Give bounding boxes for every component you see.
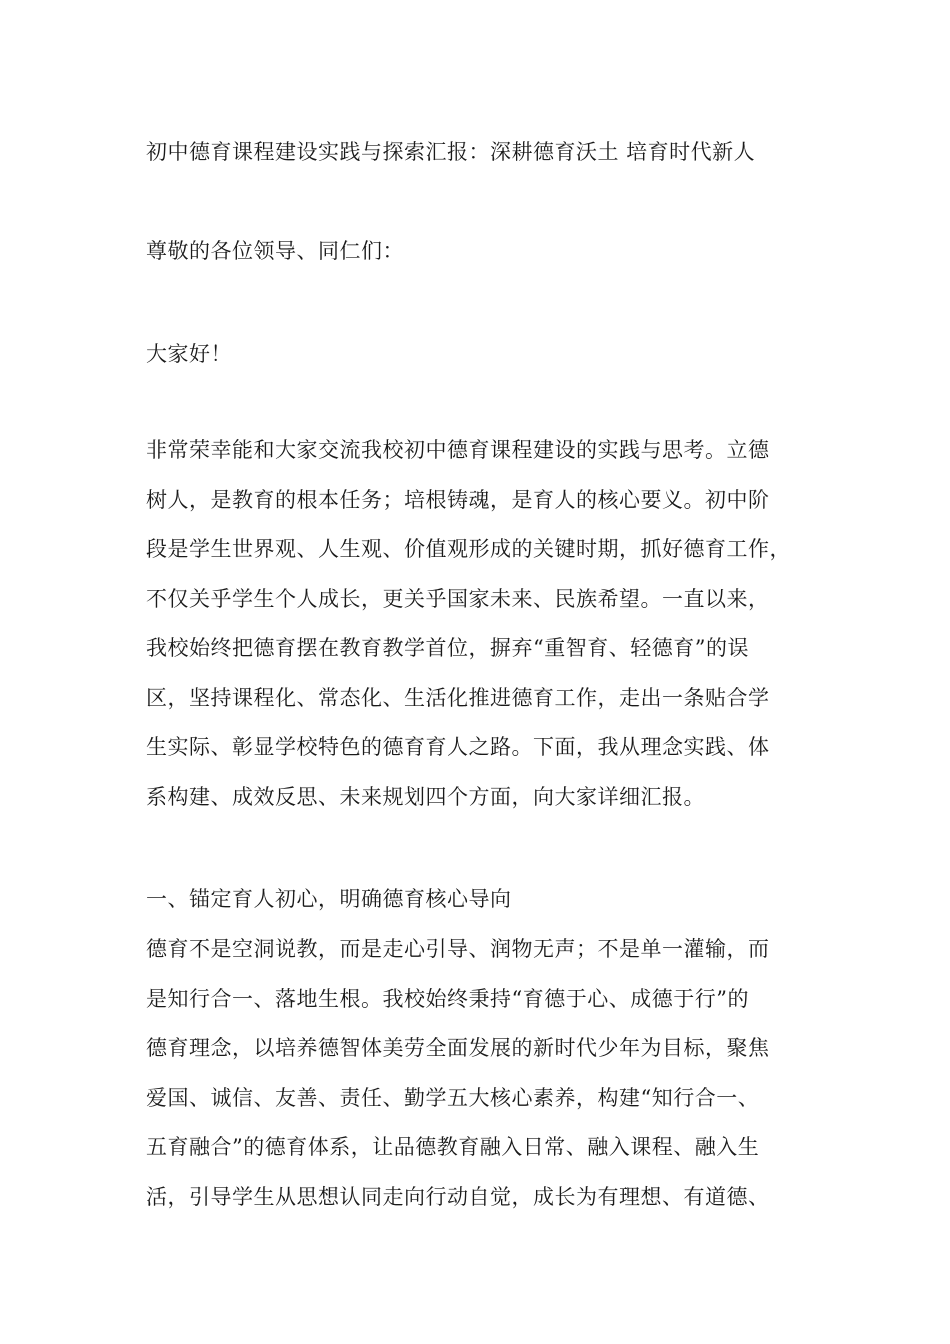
section-line: 爱国、诚信、友善、责任、勤学五大核心素养，构建“知行合一、 bbox=[146, 1085, 760, 1110]
section-line: 五育融合”的德育体系，让品德教育融入日常、融入课程、融入生 bbox=[146, 1135, 760, 1159]
section-line: 德育理念，以培养德智体美劳全面发展的新时代少年为目标，聚焦 bbox=[146, 1036, 770, 1060]
intro-line: 生实际、彰显学校特色的德育育人之路。下面，我从理念实践、体 bbox=[146, 735, 770, 759]
section-line: 德育不是空洞说教，而是走心引导、润物无声；不是单一灌输，而 bbox=[146, 937, 770, 961]
section-line: 是知行合一、落地生根。我校始终秉持“育德于心、成德于行”的 bbox=[146, 986, 749, 1011]
greeting: 大家好！ bbox=[146, 342, 232, 366]
intro-line: 非常荣幸能和大家交流我校初中德育课程建设的实践与思考。立德 bbox=[146, 438, 770, 462]
intro-line: 段是学生世界观、人生观、价值观形成的关键时期，抓好德育工作， bbox=[146, 537, 791, 561]
intro-line: 不仅关乎学生个人成长，更关乎国家未来、民族希望。一直以来， bbox=[146, 586, 770, 611]
section-line: 活，引导学生从思想认同走向行动自觉，成长为有理想、有道德、 bbox=[146, 1184, 770, 1209]
salutation: 尊敬的各位领导、同仁们： bbox=[146, 239, 404, 263]
section-paragraph bbox=[146, 935, 826, 1232]
intro-line: 我校始终把德育摆在教育教学首位，摒弃“重智育、轻德育”的误 bbox=[146, 636, 749, 660]
intro-paragraph bbox=[146, 436, 826, 832]
document-title: 初中德育课程建设实践与探索汇报：深耕德育沃土 培育时代新人 bbox=[146, 140, 756, 164]
intro-line: 系构建、成效反思、未来规划四个方面，向大家详细汇报。 bbox=[146, 784, 705, 809]
section-heading: 一、锚定育人初心，明确德育核心导向 bbox=[146, 887, 512, 911]
intro-line: 区，坚持课程化、常态化、生活化推进德育工作，走出一条贴合学 bbox=[146, 685, 770, 710]
intro-line: 树人，是教育的根本任务；培根铸魂，是育人的核心要义。初中阶 bbox=[146, 487, 770, 512]
